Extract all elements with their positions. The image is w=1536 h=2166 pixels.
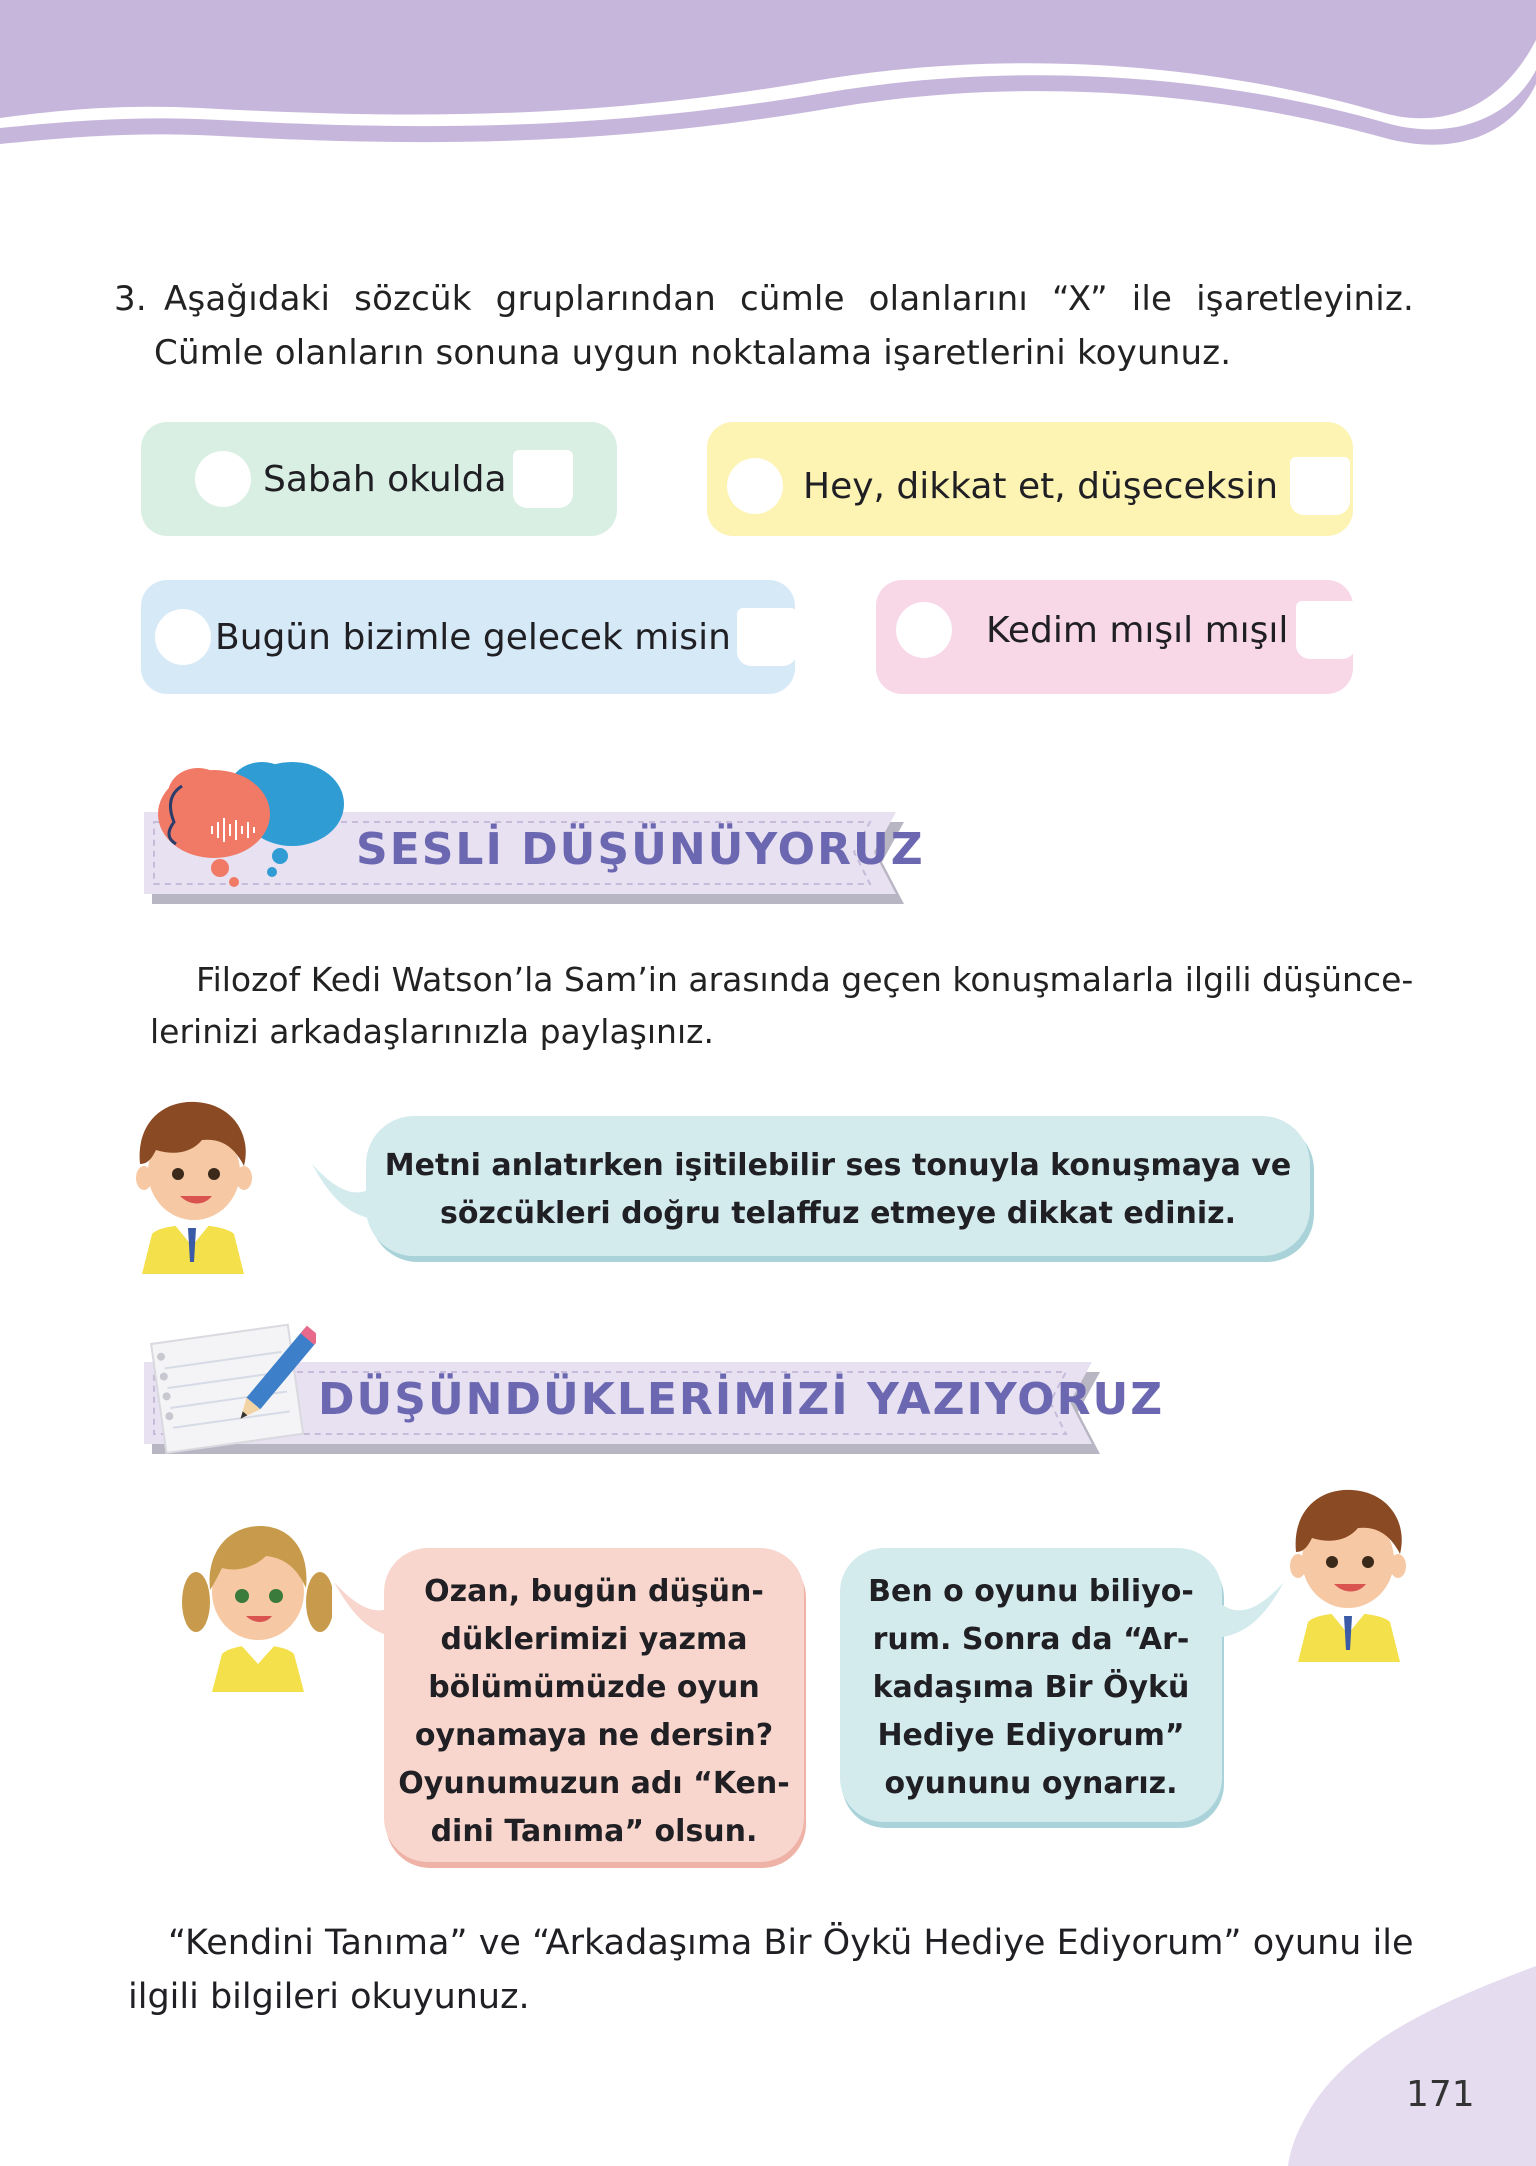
top-wave-decoration [0,0,1536,160]
speech-bubble-girl [384,1548,804,1862]
girl-bubble-line3: bölümümüzde oyun [428,1670,760,1705]
option-label-4: Kedim mışıl mışıl [986,609,1289,651]
boy-bubble-line5: oyununu oynarız. [884,1766,1178,1801]
bubble1-line2: sözcükleri doğru telaffuz etmeye dikkat ediniz. [439,1196,1237,1231]
notepad-pencil-icon [146,1308,316,1456]
question-number: 3. [114,279,147,319]
answer-circle-3[interactable] [155,609,211,665]
punctuation-slot-4[interactable] [1296,601,1356,659]
speech-bubble-1 [366,1116,1310,1256]
boy-bubble-line2: rum. Sonra da “Ar- [872,1622,1190,1657]
boy-bubble-line3: kadaşıma Bir Öykü [872,1670,1190,1705]
answer-circle-2[interactable] [727,458,783,514]
speech-bubble-tail-boy [1204,1578,1284,1648]
question-text-line2: Cümle olanların sonuna uygun noktalama işaretlerini koyunuz. [154,333,1232,373]
boy-bubble-line1: Ben o oyunu biliyo- [868,1574,1194,1609]
closing-text-line2: ilgili bilgileri okuyunuz. [128,1977,530,2017]
section1-paragraph-line2: lerinizi arkadaşlarınızla paylaşınız. [150,1012,714,1051]
answer-circle-1[interactable] [195,451,251,507]
section1-paragraph-line1: Filozof Kedi Watson’la Sam’in arasında geçen konuşmalarla ilgili düşünce- [196,960,1414,999]
answer-circle-4[interactable] [896,602,952,658]
boy-character-illustration-2 [1278,1482,1418,1662]
question-text-line1: Aşağıdaki sözcük gruplarından cümle olanlarını “X” ile işaretleyiniz. [164,279,1414,319]
punctuation-slot-1[interactable] [513,450,573,508]
girl-bubble-line5: Oyunumuzun adı “Ken- [398,1766,790,1801]
girl-bubble-line1: Ozan, bugün düşün- [424,1574,764,1609]
closing-text-line1: “Kendini Tanıma” ve “Arkadaşıma Bir Öykü Hediye Ediyorum” oyunu ile [168,1923,1414,1963]
option-label-3: Bugün bizimle gelecek misin [215,616,731,658]
punctuation-slot-2[interactable] [1290,457,1350,515]
speech-bubble-boy [840,1548,1222,1822]
girl-character-illustration [182,1512,332,1692]
section-title-1: SESLİ DÜŞÜNÜYORUZ [356,824,925,875]
girl-bubble-line2: düklerimizi yazma [440,1622,748,1657]
option-chip-1 [141,422,617,536]
option-chip-2 [707,422,1353,536]
corner-decoration [1276,1966,1536,2166]
girl-bubble-line6: dini Tanıma” olsun. [430,1814,758,1849]
section-title-2: DÜŞÜNDÜKLERİMİZİ YAZIYORUZ [318,1374,1165,1425]
boy-character-illustration [122,1094,262,1274]
punctuation-slot-3[interactable] [737,608,797,666]
boy-bubble-line4: Hediye Ediyorum” [877,1718,1185,1753]
bubble1-line1: Metni anlatırken işitilebilir ses tonuyla konuşmaya ve [384,1148,1292,1183]
option-chip-4 [876,580,1353,694]
option-chip-3 [141,580,795,694]
thought-cloud-icon [152,752,352,892]
girl-bubble-line4: oynamaya ne dersin? [414,1718,774,1753]
page-number: 171 [1406,2074,1475,2115]
option-label-2: Hey, dikkat et, düşeceksin [803,465,1279,507]
option-label-1: Sabah okulda [263,458,507,500]
